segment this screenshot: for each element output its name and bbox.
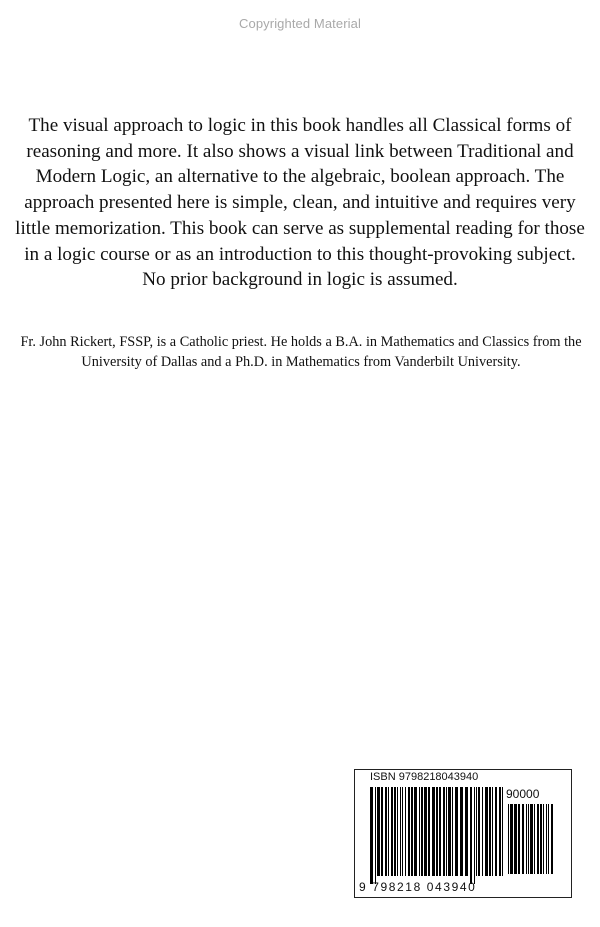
- barcode-bar: [534, 804, 535, 874]
- barcode-bar: [522, 804, 524, 874]
- barcode-bar: [394, 787, 396, 876]
- barcode-bar: [388, 787, 389, 876]
- barcode-bar: [543, 804, 544, 874]
- barcode-digits: 9 798218 043940: [359, 880, 477, 894]
- barcode-bar: [446, 787, 447, 876]
- barcode-bar: [510, 804, 513, 874]
- barcode-bar: [402, 787, 403, 876]
- author-bio: Fr. John Rickert, FSSP, is a Catholic priest. He holds a B.A. in Mathematics and Classics from the University of Dallas and a Ph.D. in Mathematics from Vanderbilt University.: [20, 334, 582, 370]
- barcode-bar: [492, 787, 493, 876]
- barcode-bar: [495, 787, 497, 876]
- barcode-bar: [508, 804, 509, 874]
- barcode-bar: [551, 804, 553, 874]
- barcode-bar: [419, 787, 420, 876]
- barcode-bar: [478, 787, 480, 876]
- barcode-bar: [455, 787, 458, 876]
- barcode-bar: [485, 787, 488, 876]
- barcode-bar: [375, 787, 376, 884]
- barcode-bar: [465, 787, 468, 876]
- barcode-bar: [411, 787, 413, 876]
- book-description: The visual approach to logic in this book handles all Classical forms of reasoning and more. It also shows a visual link between Traditional and Modern Logic, an alternative to the algebraic, boolean approach. The approach presented here is simple, clean, and intuitive and requires very little memorization. This book can serve as supplemental reading for those in a logic course or as an introduction to this thought-provoking subject. No prior background in logic is assumed.: [15, 115, 585, 291]
- barcode-bar: [489, 787, 491, 876]
- barcode-bar: [414, 787, 417, 876]
- barcode-bar: [530, 804, 533, 874]
- barcode-bar: [476, 787, 477, 876]
- barcode-bar: [452, 787, 453, 876]
- barcode-bar: [514, 804, 517, 874]
- barcode-bar: [546, 804, 547, 874]
- barcode-bar: [537, 804, 539, 874]
- barcode-bar: [460, 787, 463, 876]
- barcode-bar: [400, 787, 401, 876]
- barcode-bar: [518, 804, 520, 874]
- barcode-bar: [391, 787, 393, 876]
- barcode-bar: [499, 787, 501, 876]
- barcode-bar: [448, 787, 451, 876]
- barcode-bar: [421, 787, 423, 876]
- barcode-bar: [424, 787, 427, 876]
- isbn-label: ISBN 9798218043940: [370, 771, 479, 783]
- barcode-bar: [370, 787, 373, 884]
- barcode-bar: [540, 804, 542, 874]
- barcode-bar: [381, 787, 383, 876]
- barcode-bar: [443, 787, 445, 876]
- barcode-bar: [482, 787, 483, 876]
- barcode-bar: [528, 804, 529, 874]
- ean13-bars: [370, 787, 506, 884]
- addon-number: 90000: [506, 787, 540, 801]
- barcode-bar: [548, 804, 549, 874]
- barcode-bar: [432, 787, 435, 876]
- barcode-bar: [385, 787, 387, 876]
- barcode-bar: [397, 787, 398, 876]
- barcode-bar: [470, 787, 472, 884]
- barcode-bar: [408, 787, 410, 876]
- barcode-bar: [474, 787, 475, 884]
- barcode-bar: [526, 804, 527, 874]
- barcode-bar: [405, 787, 406, 876]
- barcode-bar: [377, 787, 380, 876]
- barcode-bar: [502, 787, 503, 876]
- barcode-bar: [439, 787, 441, 876]
- isbn-barcode: [354, 769, 572, 898]
- copyright-watermark-top: Copyrighted Material: [239, 16, 361, 31]
- addon-bars: [508, 804, 556, 882]
- barcode-bar: [428, 787, 430, 876]
- barcode-bar: [436, 787, 438, 876]
